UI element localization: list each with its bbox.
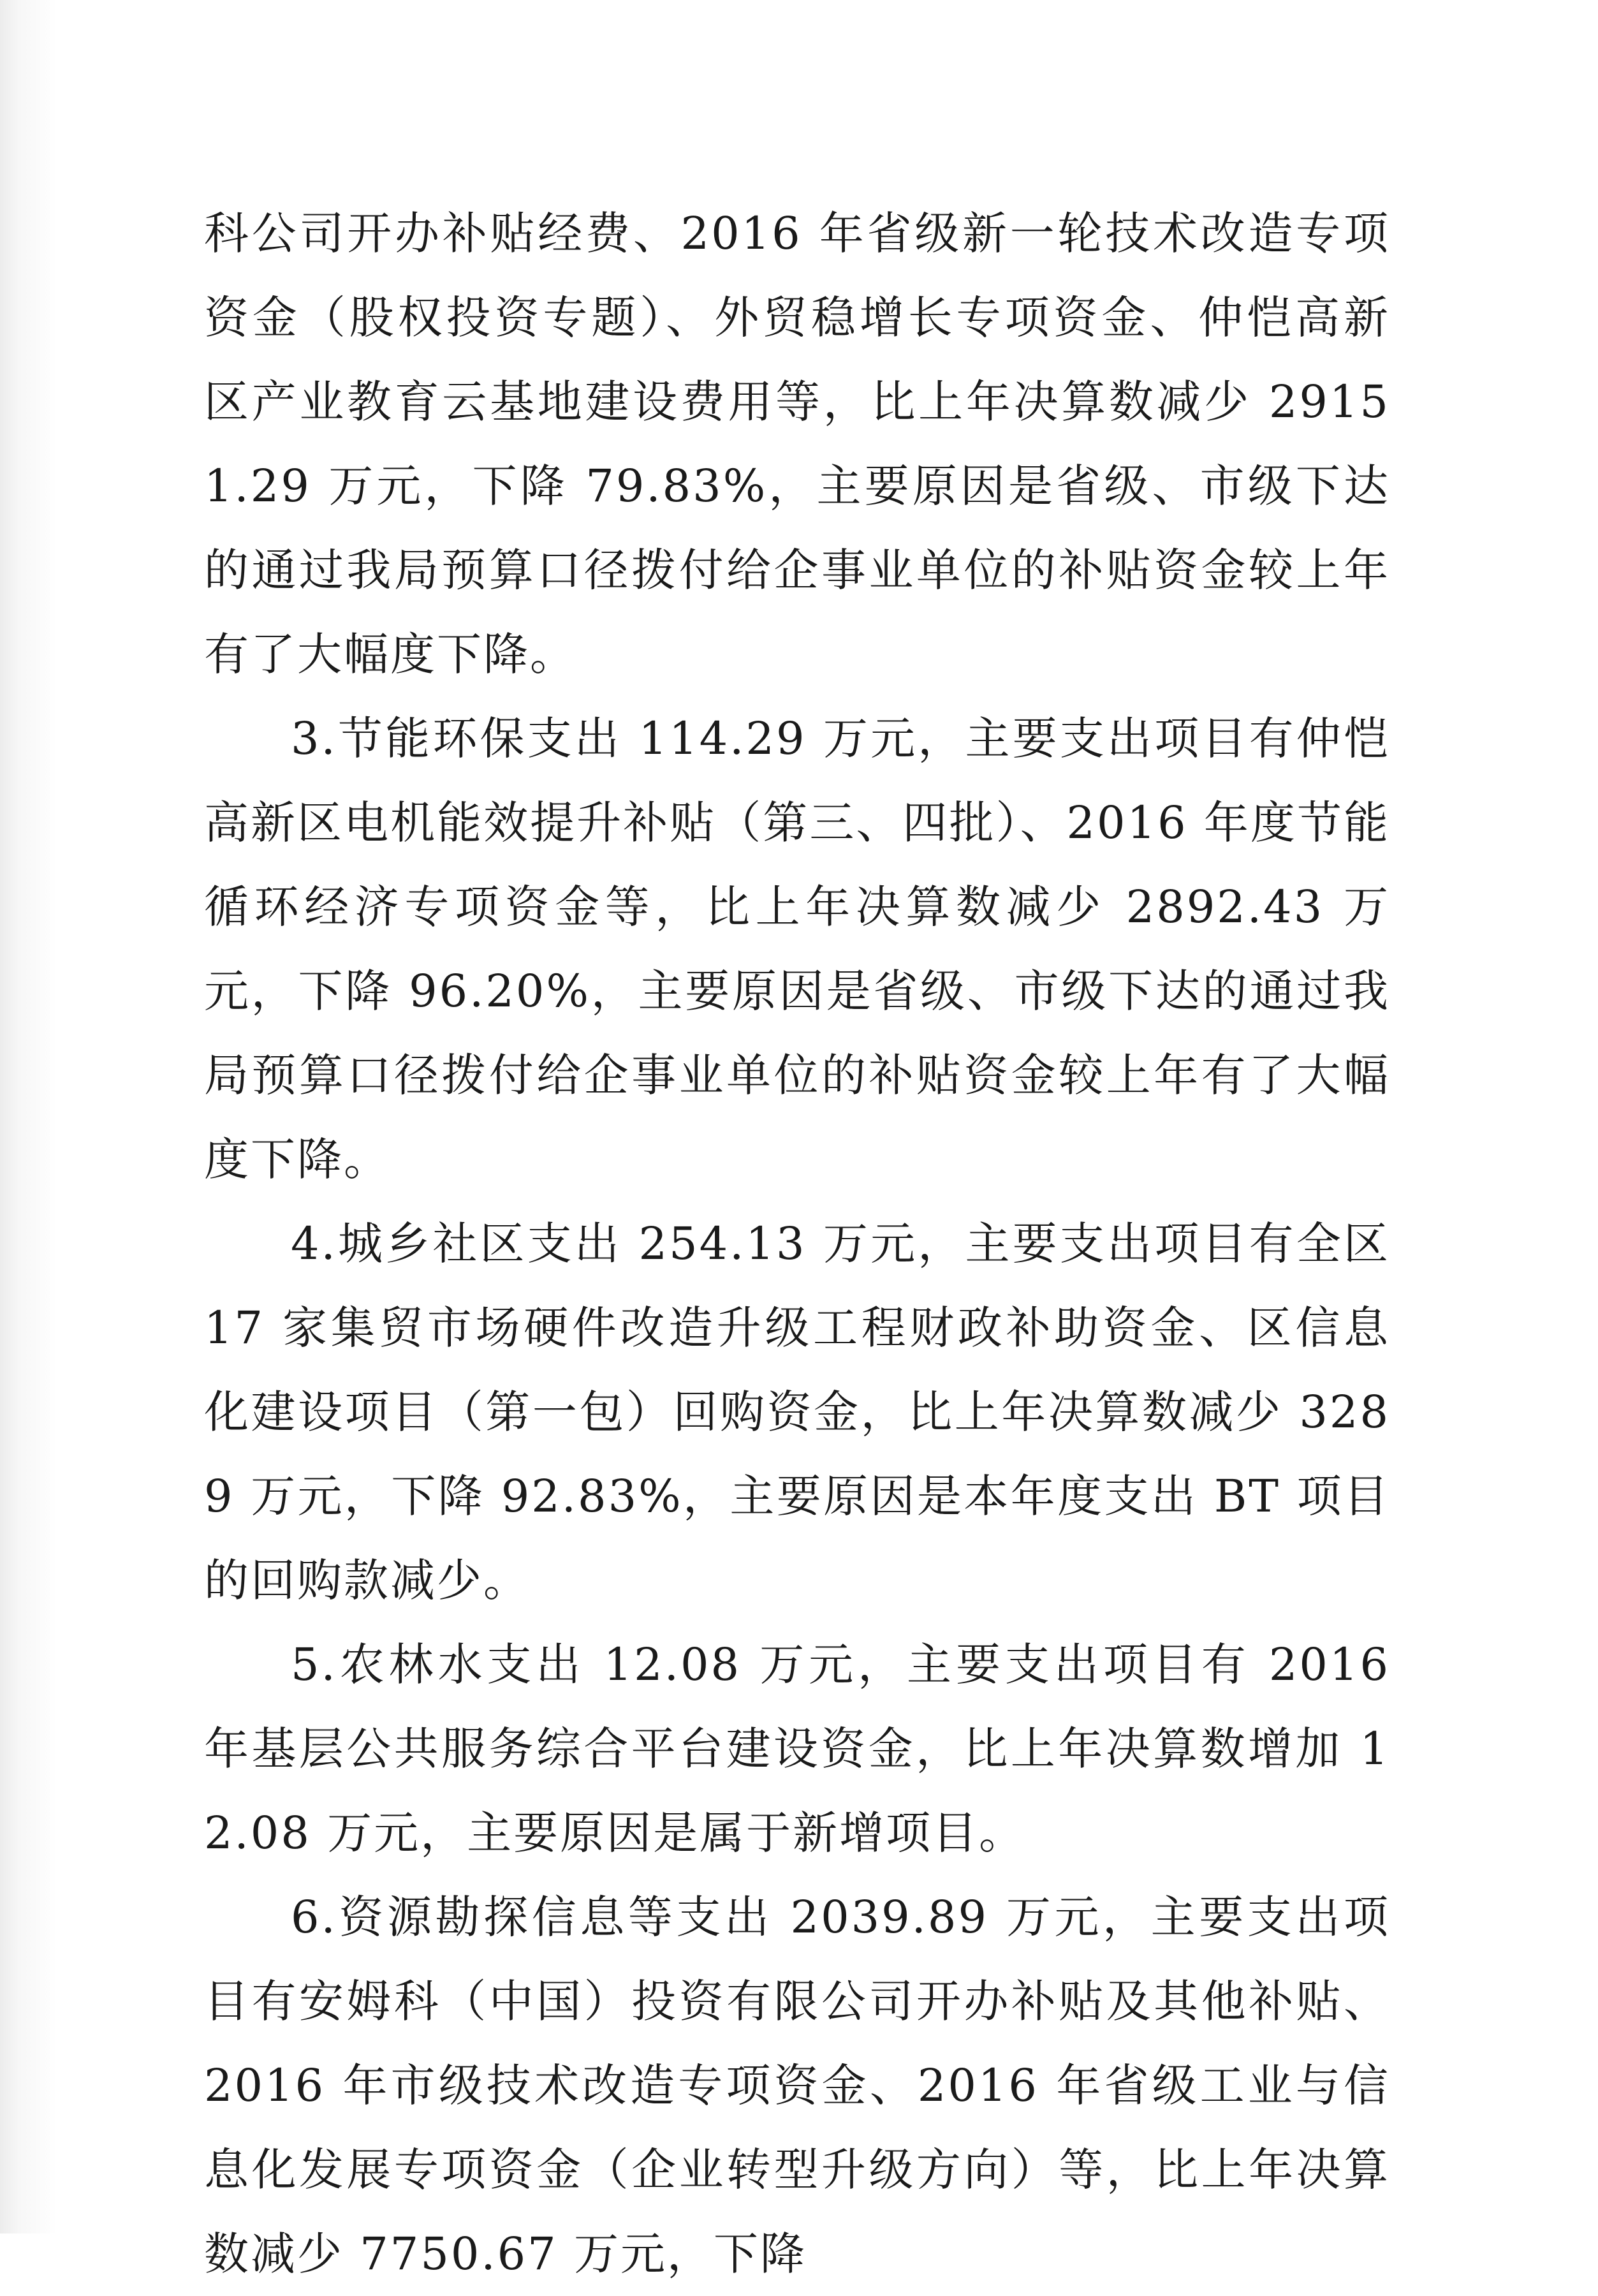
- paragraph-item-3: 3.节能环保支出 114.29 万元，主要支出项目有仲恺高新区电机能效提升补贴（第三、四批）、2016 年度节能循环经济专项资金等，比上年决算数减少 2892.43 万元，下降 96.20%，主要原因是省级、市级下达的通过我局预算口径拨付给企事业单位的补贴资金较上年有了大幅度下降。: [204, 712, 1390, 1186]
- paragraph-item-6: 6.资源勘探信息等支出 2039.89 万元，主要支出项目有安姆科（中国）投资有限公司开办补贴及其他补贴、2016 年市级技术改造专项资金、2016 年省级工业与信息化发展专项资金（企业转型升级方向）等，比上年决算数减少 7750.67 万元，下降: [204, 1891, 1390, 2280]
- paragraph-item-4: 4.城乡社区支出 254.13 万元，主要支出项目有全区 17 家集贸市场硬件改造升级工程财政补助资金、区信息化建设项目（第一包）回购资金，比上年决算数减少 3289 万元，下降 92.83%，主要原因是本年度支出 BT 项目的回购款减少。: [204, 1218, 1390, 1607]
- paragraph-item-5: 5.农林水支出 12.08 万元，主要支出项目有 2016 年基层公共服务综合平台建设资金，比上年决算数增加 12.08 万元，主要原因是属于新增项目。: [204, 1638, 1390, 1859]
- document-body: [204, 191, 1390, 2296]
- paragraph-continued: 科公司开办补贴经费、2016 年省级新一轮技术改造专项资金（股权投资专题）、外贸稳增长专项资金、仲恺高新区产业教育云基地建设费用等，比上年决算数减少 29151.29 万元，下降 79.83%，主要原因是省级、市级下达的通过我局预算口径拨付给企事业单位的补贴资金较上年有了大幅度下降。: [204, 207, 1390, 681]
- scan-shadow-edge: [0, 0, 57, 2233]
